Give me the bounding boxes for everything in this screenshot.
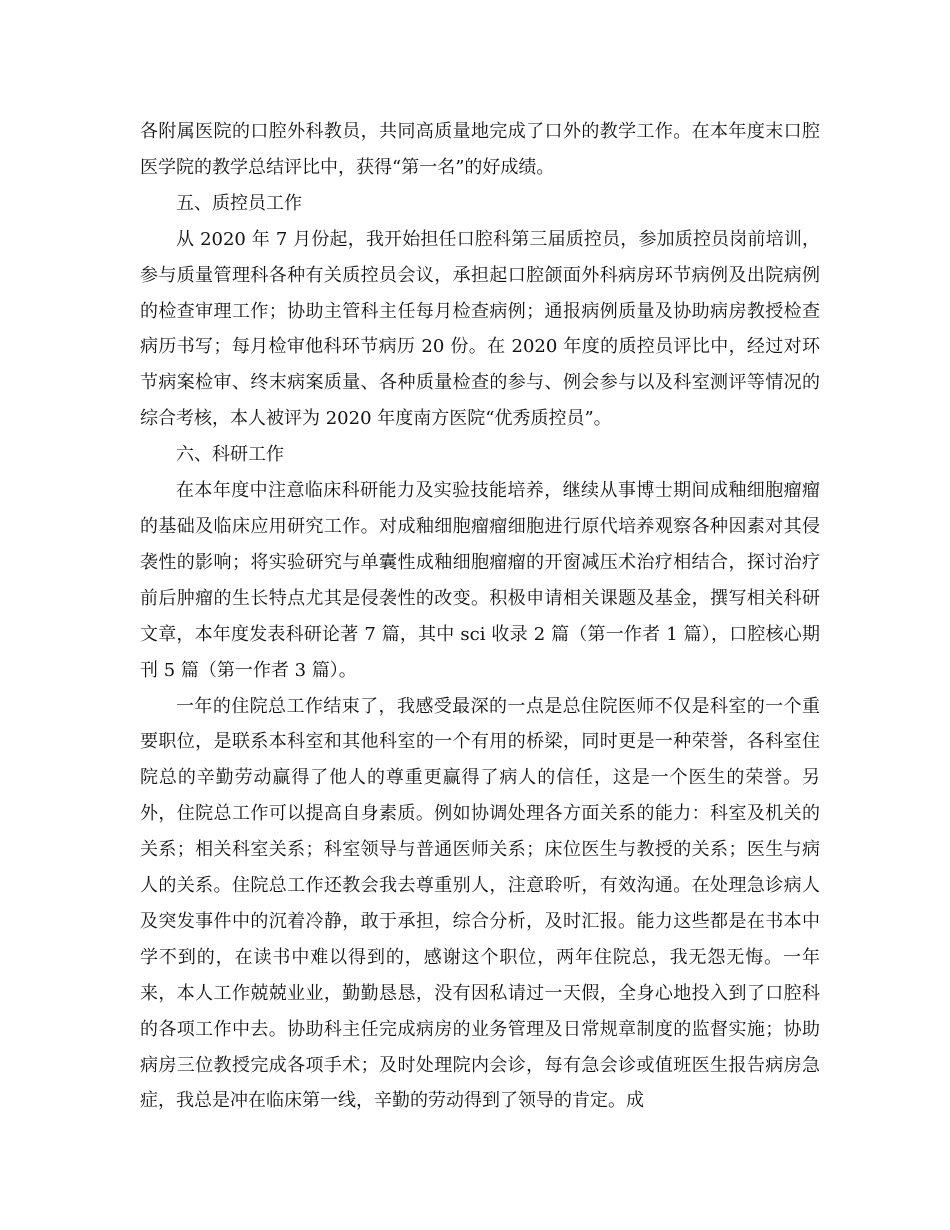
paragraph-summary: 一年的住院总工作结束了，我感受最深的一点是总住院医师不仅是科室的一个重要职位，是联系本科室和其他科室的一个有用的桥梁，同时更是一种荣誉，各科室住院总的辛勤劳动赢得了他人的尊重更赢得了病人的信任，这是一个医生的荣誉。另外，住院总工作可以提高自身素质。例如协调处理各方面关系的能力：科室及机关的关系；相关科室关系；科室领导与普通医师关系；床位医生与教授的关系；医生与病人的关系。住院总工作还教会我去尊重别人，注意聆听，有效沟通。在处理急诊病人及突发事件中的沉着冷静，敢于承担，综合分析，及时汇报。能力这些都是在书本中学不到的，在读书中难以得到的，感谢这个职位，两年住院总，我无怨无悔。一年来，本人工作兢兢业业，勤勤恳恳，没有因私请过一天假，全身心地投入到了口腔科的各项工作中去。协助科主任完成病房的业务管理及日常规章制度的监督实施；协助病房三位教授完成各项手术；及时处理院内会诊，每有急会诊或值班医生报告病房急症，我总是冲在临床第一线，辛勤的劳动得到了领导的肯定。成 <box>140 695 820 1112</box>
document-body <box>140 114 820 1119</box>
paragraph-teaching-continued: 各附属医院的口腔外科教员，共同高质量地完成了口外的教学工作。在本年度末口腔医学院的教学总结评比中，获得“第一名”的好成绩。 <box>140 121 820 178</box>
paragraph-quality-control: 从 2020 年 7 月份起，我开始担任口腔科第三届质控员，参加质控员岗前培训，参与质量管理科各种有关质控员会议，承担起口腔颌面外科病房环节病例及出院病例的检查审理工作；协助主管科主任每月检查病例；通报病例质量及协助病房教授检查病历书写；每月检审他科环节病历 20 份。在 2020 年度的质控员评比中，经过对环节病案检审、终末病案质量、各种质量检查的参与、例会参与以及科室测评等情况的综合考核，本人被评为 2020 年度南方医院“优秀质控员”。 <box>140 228 820 430</box>
paragraph-research: 在本年度中注意临床科研能力及实验技能培养，继续从事博士期间成釉细胞瘤瘤的基础及临床应用研究工作。对成釉细胞瘤瘤细胞进行原代培养观察各种因素对其侵袭性的影响；将实验研究与单囊性成釉细胞瘤瘤的开窗减压术治疗相结合，探讨治疗前后肿瘤的生长特点尤其是侵袭性的改变。积极申请相关课题及基金，撰写相关科研文章，本年度发表科研论著 7 篇，其中 sci 收录 2 篇（第一作者 1 篇），口腔核心期刊 5 篇（第一作者 3 篇）。 <box>140 480 820 681</box>
section-heading-quality-control: 五、质控员工作 <box>176 192 302 214</box>
section-heading-research: 六、科研工作 <box>176 444 284 466</box>
